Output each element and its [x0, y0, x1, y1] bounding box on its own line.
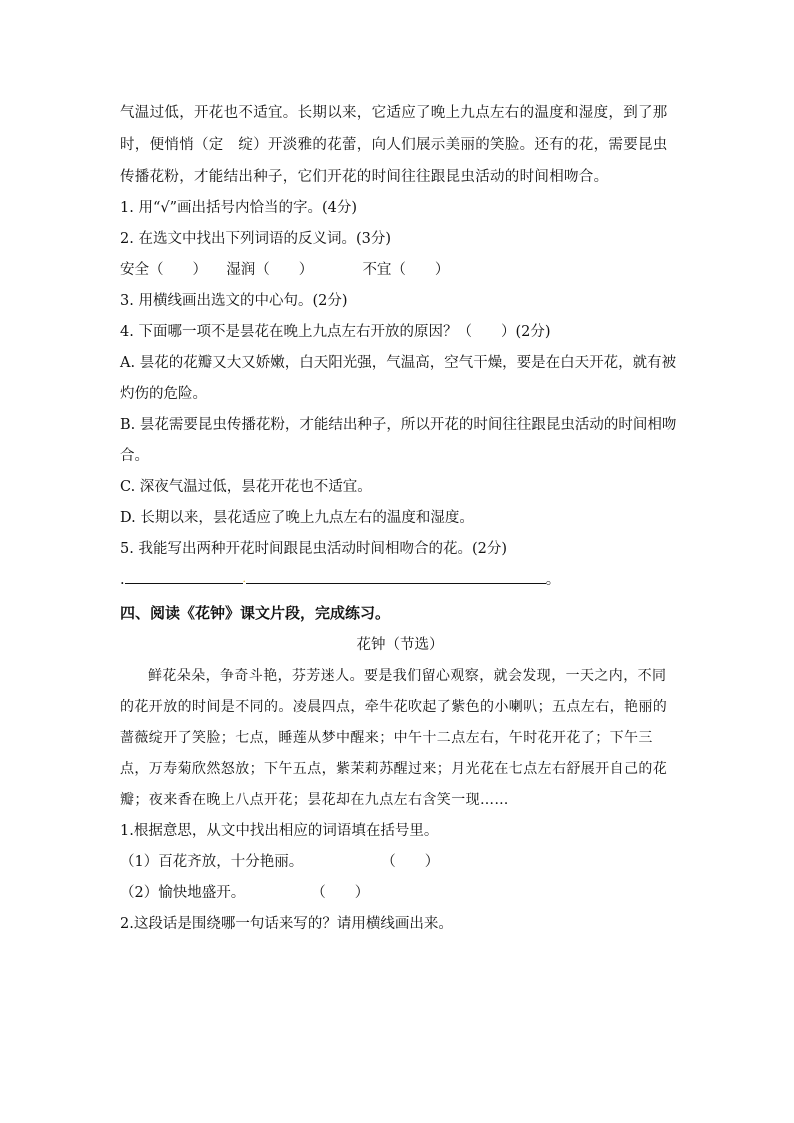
question-4-option-c: C. 深夜气温过低，昙花开花也不适宜。	[120, 479, 372, 495]
question-5-answer-line	[120, 565, 680, 597]
section-4-heading: 四、阅读《花钟》课文片段，完成练习。	[120, 604, 391, 622]
antonym-item-3: 不宜（ ）	[362, 262, 450, 278]
answer-line-end: 。	[545, 572, 561, 588]
question-4-option-a: A. 昙花的花瓣又大又娇嫩，白天阳光强，气温高，空气干燥，要是在白天开花，就有被灼伤的危险。	[120, 355, 677, 402]
question-5: 5. 我能写出两种开花时间跟昆虫活动时间相吻合的花。(2分)	[120, 541, 507, 557]
q1-2-blank[interactable]: （ ）	[311, 885, 370, 901]
question-2: 2. 在选文中找出下列词语的反义词。(3分)	[120, 231, 391, 247]
question-4-option-b: B. 昙花需要昆虫传播花粉，才能结出种子，所以开花的时间往往跟昆虫活动的时间相吻合。	[120, 417, 677, 464]
passage-2: 鲜花朵朵，争奇斗艳，芬芳迷人。要是我们留心观察，就会发现，一天之内，不同的花开放的时间是不同的。凌晨四点，牵牛花吹起了紫色的小喇叭；五点左右，艳丽的蔷薇绽开了笑脸；七点，睡莲从梦中醒来；中午十二点左右，午时花开花了；下午三点，万寿菊欣然怒放；下午五点，紫茉莉苏醒过来；月光花在七点左右舒展开自己的花瓣；夜来香在晚上八点开花；昙花却在九点左右含笑一现……	[120, 668, 668, 808]
question-2-items	[120, 255, 680, 286]
passage-1: 气温过低，开花也不适宜。长期以来，它适应了晚上九点左右的温度和湿度，到了那时，便悄悄（定 绽）开淡雅的花蕾，向人们展示美丽的笑脸。还有的花，需要昆虫传播花粉，才能结出种子，它们开花的时间往往跟昆虫活动的时间相吻合。	[120, 105, 668, 185]
question-3: 3. 用横线画出选文的中心句。(2分)	[120, 293, 348, 309]
question-1: 1. 用“√”画出括号内恰当的字。(4分)	[120, 200, 358, 216]
section-4-question-1: 1.根据意思，从文中找出相应的词语填在括号里。	[120, 823, 439, 839]
q1-1-prompt: （1）百花齐放，十分艳丽。	[120, 854, 304, 870]
yellow-dot-mark: .	[242, 574, 246, 585]
antonym-item-2: 湿润（ ）	[226, 262, 314, 278]
passage-2-title: 花钟（节选）	[356, 637, 444, 653]
worksheet-content	[120, 97, 680, 940]
q1-1-blank[interactable]: （ ）	[381, 854, 440, 870]
q1-2-prompt: （2）愉快地盛开。	[120, 885, 246, 901]
question-4-option-d: D. 长期以来，昙花适应了晚上九点左右的温度和湿度。	[120, 510, 474, 526]
answer-blank-1[interactable]	[125, 567, 243, 584]
section-4-question-1-2	[120, 878, 680, 909]
question-4: 4. 下面哪一项不是昙花在晚上九点左右开放的原因？（ ）(2分)	[120, 324, 551, 340]
leading-dot: .	[120, 572, 125, 588]
antonym-item-1: 安全（ ）	[120, 262, 207, 278]
section-4-question-1-1	[120, 847, 680, 878]
section-4-question-2: 2.这段话是围绕哪一句话来写的？请用横线画出来。	[120, 916, 453, 932]
answer-blank-2[interactable]	[246, 567, 546, 584]
